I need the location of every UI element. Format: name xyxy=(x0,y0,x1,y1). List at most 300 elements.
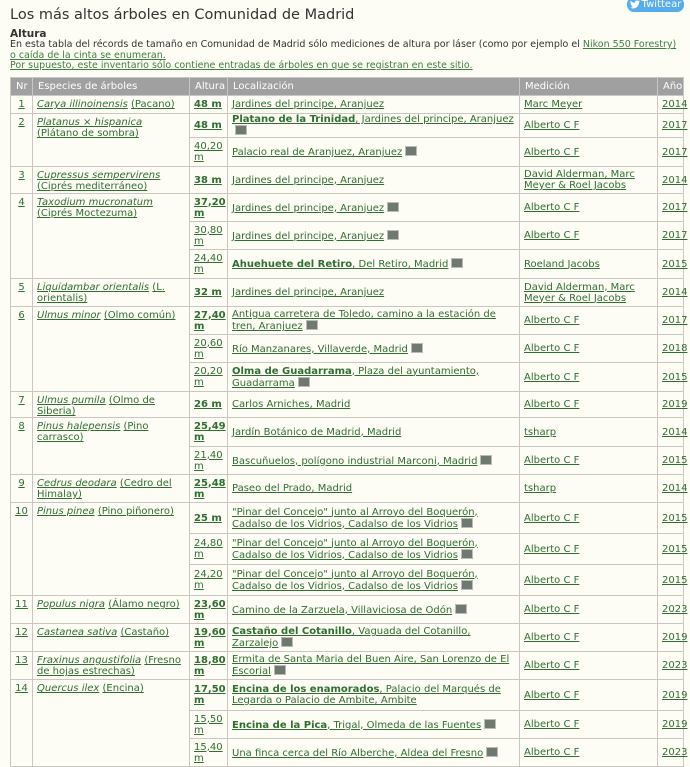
species-latin-link[interactable]: Populus nigra xyxy=(37,599,106,610)
measurer-link[interactable]: tsharp xyxy=(524,483,557,494)
measurer-link[interactable]: Alberto C F xyxy=(524,399,580,410)
cell-measurer xyxy=(520,596,658,624)
cell-location xyxy=(228,680,520,711)
cell-year xyxy=(658,565,688,596)
row-number-link[interactable]: 8 xyxy=(18,421,25,432)
species-common-name[interactable]: (Plátano de sombra) xyxy=(37,128,139,139)
row-number-link[interactable]: 14 xyxy=(15,683,28,694)
height-link[interactable]: 32 m xyxy=(194,287,222,298)
cell-height xyxy=(190,739,228,767)
cell-year xyxy=(658,222,688,250)
cell-location xyxy=(228,711,520,739)
measurer-link[interactable]: Marc Meyer xyxy=(524,99,583,110)
cell-species xyxy=(33,279,190,307)
cell-location xyxy=(228,565,520,596)
photo-icon[interactable] xyxy=(274,665,286,675)
photo-icon[interactable] xyxy=(298,377,310,387)
height-link[interactable]: 21,40 m xyxy=(194,449,223,472)
cell-species xyxy=(33,652,190,680)
tree-name-link[interactable]: Encina de los enamorados xyxy=(232,684,380,695)
table-row xyxy=(11,680,684,711)
species-common-name[interactable]: (Pacano) xyxy=(131,99,175,110)
location-link[interactable]: Una finca cerca del Río Alberche, Aldea del Fresno xyxy=(232,747,484,759)
twitter-bird-icon xyxy=(630,0,640,9)
cell-nr xyxy=(11,307,33,392)
photo-icon[interactable] xyxy=(455,604,467,614)
cell-year xyxy=(658,96,688,114)
header-height: Altura xyxy=(190,78,228,96)
cell-location xyxy=(228,363,520,392)
cell-measurer xyxy=(520,307,658,335)
species-latin-link[interactable]: Quercus ilex xyxy=(37,683,100,694)
header-species: Especies de árboles xyxy=(33,78,190,96)
cell-nr xyxy=(11,418,33,475)
height-link[interactable]: 24,40 m xyxy=(194,253,223,275)
intro-text-start: En esta tabla del récords de tamaño en Comunidad de Madrid sólo mediciones de altura por láser (como por ejemplo el xyxy=(10,39,583,50)
photo-icon[interactable] xyxy=(461,580,473,590)
cell-nr xyxy=(11,652,33,680)
cell-height xyxy=(190,138,228,167)
location-link[interactable]: Jardín Botánico de Madrid, Madrid xyxy=(232,426,402,438)
measurer-link[interactable]: Alberto C F xyxy=(524,747,580,758)
species-common-name[interactable]: (Ciprés Moctezuma) xyxy=(37,208,138,219)
cell-location xyxy=(228,335,520,363)
header-nr: Nr xyxy=(11,78,33,96)
cell-year xyxy=(658,739,688,767)
location-link[interactable]: "Pinar del Concejo" junto al Arroyo del Boquerón, Cadalso de los Vidrios, Cadalso de los Vidrios xyxy=(232,568,478,592)
cell-year xyxy=(658,335,688,363)
species-common-name[interactable]: (Cedro del Himalay) xyxy=(37,478,172,500)
location-link[interactable]: Camino de la Zarzuela, Villaviciosa de Odón xyxy=(232,604,453,616)
measurer-link[interactable]: David Alderman, Marc Meyer & Roel Jacobs xyxy=(524,169,635,191)
cell-measurer xyxy=(520,194,658,222)
height-link[interactable]: 24,20 m xyxy=(194,569,223,591)
height-link[interactable]: 26 m xyxy=(194,399,222,410)
row-number-link[interactable]: 5 xyxy=(18,282,25,293)
location-link[interactable]: Palacio real de Aranjuez, Aranjuez xyxy=(232,147,403,158)
measurer-link[interactable]: Alberto C F xyxy=(524,660,580,671)
row-number-link[interactable]: 4 xyxy=(18,197,25,208)
cell-year xyxy=(658,534,688,565)
cell-height xyxy=(190,363,228,392)
cell-year xyxy=(658,307,688,335)
location-link[interactable]: Jardines del principe, Aranjuez xyxy=(232,287,385,298)
location-link[interactable]: Río Manzanares, Villaverde, Madrid xyxy=(232,343,408,355)
species-latin-link[interactable]: Cedrus deodara xyxy=(37,478,117,489)
cell-nr xyxy=(11,96,33,114)
cell-height xyxy=(190,447,228,475)
cell-year xyxy=(658,194,688,222)
year-link[interactable]: 2015 xyxy=(662,543,688,555)
header-measurement: Medición xyxy=(520,78,658,96)
species-latin-link[interactable]: Liquidambar orientalis xyxy=(37,282,150,293)
table-row xyxy=(11,307,684,335)
species-common-name[interactable]: (Ciprés mediterráneo) xyxy=(37,181,148,192)
photo-icon[interactable] xyxy=(235,125,247,135)
cell-nr xyxy=(11,475,33,503)
photo-icon[interactable] xyxy=(461,549,473,559)
photo-icon[interactable] xyxy=(387,230,399,240)
location-link[interactable]: Bascuñuelos, polígono industrial Marconi, Madrid xyxy=(232,455,478,467)
location-link[interactable]: , Jardines del principe, Aranjuez xyxy=(355,114,514,125)
species-latin-link[interactable]: Castanea sativa xyxy=(37,627,118,638)
year-link[interactable]: 2019 xyxy=(662,719,688,730)
cell-height xyxy=(190,114,228,138)
cell-species xyxy=(33,194,190,279)
location-link[interactable]: , Vaguada del Cotanillo, Zarzalejo xyxy=(232,626,471,649)
cell-nr xyxy=(11,624,33,652)
cell-measurer xyxy=(520,652,658,680)
cell-measurer xyxy=(520,114,658,138)
cell-measurer xyxy=(520,392,658,418)
species-latin-link[interactable]: Pinus pinea xyxy=(37,506,95,517)
cell-year xyxy=(658,279,688,307)
measurer-link[interactable]: Alberto C F xyxy=(524,719,580,730)
cell-year xyxy=(658,624,688,652)
height-link[interactable]: 48 m xyxy=(194,99,222,110)
cell-location xyxy=(228,250,520,279)
height-link[interactable]: 24,80 m xyxy=(194,538,223,560)
year-link[interactable]: 2014 xyxy=(662,99,688,110)
photo-icon[interactable] xyxy=(387,202,399,212)
height-link[interactable]: 37,20 m xyxy=(194,196,226,219)
row-number-link[interactable]: 3 xyxy=(18,170,25,181)
year-link[interactable]: 2014 xyxy=(662,426,688,438)
species-latin-link[interactable]: Cupressus sempervirens xyxy=(37,170,161,181)
row-number-link[interactable]: 9 xyxy=(18,478,25,489)
species-common-name[interactable]: (Pino carrasco) xyxy=(37,421,149,443)
cell-year xyxy=(658,680,688,711)
height-link[interactable]: 17,50 m xyxy=(194,684,226,706)
cell-year xyxy=(658,652,688,680)
species-common-name[interactable]: (Castaño) xyxy=(120,627,170,638)
cell-nr xyxy=(11,680,33,767)
nikon-link[interactable]: Nikon 550 Forestry) o caída de la cinta se enumeran. xyxy=(10,39,677,61)
year-link[interactable]: 2017 xyxy=(662,230,688,241)
cell-measurer xyxy=(520,475,658,503)
cell-year xyxy=(658,503,688,534)
cell-height xyxy=(190,565,228,596)
cell-species xyxy=(33,418,190,475)
photo-icon[interactable] xyxy=(461,518,473,528)
location-link[interactable]: "Pinar del Concejo" junto al Arroyo del Boquerón, Cadalso de los Vidrios, Cadalso de los Vidrios xyxy=(232,506,478,530)
year-link[interactable]: 2019 xyxy=(662,399,688,410)
cell-location xyxy=(228,114,520,138)
cell-year xyxy=(658,596,688,624)
cell-location xyxy=(228,624,520,652)
cell-species xyxy=(33,503,190,596)
table-header xyxy=(11,78,684,96)
year-link[interactable]: 2023 xyxy=(662,660,688,671)
location-link[interactable]: Ermita de Santa Maria del Buen Aire, San Lorenzo de El Escorial xyxy=(232,654,510,677)
measurer-link[interactable]: Alberto C F xyxy=(524,120,580,131)
photo-icon[interactable] xyxy=(480,455,492,465)
cell-location xyxy=(228,167,520,194)
cell-measurer xyxy=(520,680,658,711)
species-common-name[interactable]: (Olmo común) xyxy=(103,310,176,321)
cell-location xyxy=(228,194,520,222)
cell-nr xyxy=(11,503,33,596)
measurer-link[interactable]: Alberto C F xyxy=(524,689,580,701)
species-latin-link[interactable]: Ulmus pumila xyxy=(37,395,106,406)
header-year: Año xyxy=(658,78,684,96)
tree-name-link[interactable]: Olma de Guadarrama xyxy=(232,365,352,377)
cell-location xyxy=(228,307,520,335)
photo-icon[interactable] xyxy=(281,637,293,647)
measurer-link[interactable]: Alberto C F xyxy=(524,512,580,524)
height-link[interactable]: 15,40 m xyxy=(194,741,223,764)
height-link[interactable]: 23,60 m xyxy=(194,598,226,621)
cell-measurer xyxy=(520,503,658,534)
year-link[interactable]: 2019 xyxy=(662,632,688,643)
species-common-name[interactable]: (Encina) xyxy=(102,683,144,694)
location-link[interactable]: Jardines del principe, Aranjuez xyxy=(232,99,385,110)
species-common-name[interactable]: (L. orientalis) xyxy=(37,282,165,304)
location-link[interactable]: Jardines del principe, Aranjuez xyxy=(232,202,385,214)
cell-location xyxy=(228,447,520,475)
tree-name-link[interactable]: Encina de la Pica xyxy=(232,719,328,731)
species-latin-link[interactable]: Platanus × hispanica xyxy=(37,117,143,128)
cell-height xyxy=(190,250,228,279)
cell-measurer xyxy=(520,250,658,279)
table-row xyxy=(11,392,684,418)
cell-nr xyxy=(11,596,33,624)
cell-species xyxy=(33,96,190,114)
row-number-link[interactable]: 10 xyxy=(15,506,28,517)
cell-location xyxy=(228,138,520,167)
cell-year xyxy=(658,250,688,279)
records-table xyxy=(10,77,688,767)
location-link[interactable]: Carlos Arniches, Madrid xyxy=(232,399,351,410)
cell-measurer xyxy=(520,335,658,363)
row-number-link[interactable]: 2 xyxy=(18,117,25,128)
measurer-link[interactable]: Alberto C F xyxy=(524,230,580,241)
cell-height xyxy=(190,652,228,680)
cell-measurer xyxy=(520,279,658,307)
year-link[interactable]: 2015 xyxy=(662,371,688,383)
year-link[interactable]: 2019 xyxy=(662,689,688,701)
species-latin-link[interactable]: Carya illinoinensis xyxy=(37,99,128,110)
cell-height xyxy=(190,475,228,503)
measurer-link[interactable]: Alberto C F xyxy=(524,343,580,354)
species-common-name[interactable]: (Álamo negro) xyxy=(108,599,180,610)
location-link[interactable]: Antigua carretera de Toledo, camino a la estación de tren, Aranjuez xyxy=(232,309,496,332)
cell-species xyxy=(33,475,190,503)
location-link[interactable]: , Trigal, Olmeda de las Fuentes xyxy=(327,719,482,731)
measurer-link[interactable]: Alberto C F xyxy=(524,574,580,586)
height-link[interactable]: 30,80 m xyxy=(194,224,223,247)
table-row xyxy=(11,418,684,447)
cell-year xyxy=(658,392,688,418)
cell-species xyxy=(33,392,190,418)
section-subtitle: Altura xyxy=(10,28,47,40)
species-common-name[interactable]: (Pino piñonero) xyxy=(97,506,174,517)
cell-location xyxy=(228,534,520,565)
year-link[interactable]: 2017 xyxy=(662,202,688,213)
species-common-name[interactable]: (Olmo de Siberia) xyxy=(37,395,155,417)
cell-year xyxy=(658,138,688,167)
year-link[interactable]: 2014 xyxy=(662,483,688,494)
table-row xyxy=(11,279,684,307)
row-number-link[interactable]: 7 xyxy=(18,395,25,406)
height-link[interactable]: 20,20 m xyxy=(194,366,223,388)
year-link[interactable]: 2017 xyxy=(662,315,688,326)
height-link[interactable]: 27,40 m xyxy=(194,309,226,332)
cell-measurer xyxy=(520,447,658,475)
height-link[interactable]: 48 m xyxy=(194,120,222,131)
cell-species xyxy=(33,624,190,652)
cell-height xyxy=(190,534,228,565)
location-link[interactable]: , Plaza del ayuntamiento, Guadarrama xyxy=(232,365,480,389)
measurer-link[interactable]: Alberto C F xyxy=(524,371,580,383)
cell-height xyxy=(190,418,228,447)
tree-name-link[interactable]: Ahuehuete del Retiro xyxy=(232,259,353,270)
cell-measurer xyxy=(520,167,658,194)
species-latin-link[interactable]: Fraxinus angustifolia xyxy=(37,655,142,666)
cell-location xyxy=(228,222,520,250)
intro-text xyxy=(10,40,680,72)
year-link[interactable]: 2014 xyxy=(662,287,688,298)
measurer-link[interactable]: Alberto C F xyxy=(524,604,580,615)
cell-height xyxy=(190,711,228,739)
year-link[interactable]: 2014 xyxy=(662,174,688,186)
table-row xyxy=(11,624,684,652)
cell-location xyxy=(228,503,520,534)
location-link[interactable]: Jardines del principe, Aranjuez xyxy=(232,174,385,186)
year-link[interactable]: 2018 xyxy=(662,343,688,354)
year-link[interactable]: 2015 xyxy=(662,455,688,466)
cell-height xyxy=(190,307,228,335)
table-row xyxy=(11,194,684,222)
cell-year xyxy=(658,447,688,475)
cell-measurer xyxy=(520,363,658,392)
year-link[interactable]: 2023 xyxy=(662,604,688,615)
cell-nr xyxy=(11,167,33,194)
measurer-link[interactable]: Alberto C F xyxy=(524,202,580,213)
cell-nr xyxy=(11,114,33,167)
inventory-note-link[interactable]: Por supuesto, este inventario sólo contiene entradas de árboles en que se registran en este sitio. xyxy=(10,60,473,71)
twitter-button[interactable] xyxy=(627,0,684,12)
cell-measurer xyxy=(520,418,658,447)
cell-nr xyxy=(11,279,33,307)
year-link[interactable]: 2015 xyxy=(662,574,688,586)
tree-name-link[interactable]: Castaño del Cotanillo xyxy=(232,626,352,637)
row-number-link[interactable]: 6 xyxy=(18,310,25,321)
cell-year xyxy=(658,418,688,447)
cell-species xyxy=(33,167,190,194)
row-number-link[interactable]: 1 xyxy=(18,99,25,110)
cell-location xyxy=(228,475,520,503)
row-number-link[interactable]: 13 xyxy=(15,655,28,666)
cell-location xyxy=(228,596,520,624)
cell-location xyxy=(228,392,520,418)
measurer-link[interactable]: tsharp xyxy=(524,426,557,438)
species-latin-link[interactable]: Taxodium mucronatum xyxy=(37,197,153,208)
table-row xyxy=(11,114,684,138)
row-number-link[interactable]: 12 xyxy=(15,627,28,638)
cell-year xyxy=(658,114,688,138)
photo-icon[interactable] xyxy=(306,320,318,330)
species-latin-link[interactable]: Pinus halepensis xyxy=(37,421,121,432)
cell-species xyxy=(33,680,190,767)
location-link[interactable]: Jardines del principe, Aranjuez xyxy=(232,230,385,242)
table-row xyxy=(11,475,684,503)
photo-icon[interactable] xyxy=(411,343,423,353)
year-link[interactable]: 2023 xyxy=(662,747,688,758)
location-link[interactable]: , Del Retiro, Madrid xyxy=(352,259,449,270)
cell-nr xyxy=(11,392,33,418)
cell-location xyxy=(228,279,520,307)
location-link[interactable]: Paseo del Prado, Madrid xyxy=(232,483,353,494)
tree-name-link[interactable]: Platano de la Trinidad xyxy=(232,114,356,125)
year-link[interactable]: 2017 xyxy=(662,120,688,131)
cell-year xyxy=(658,711,688,739)
cell-year xyxy=(658,363,688,392)
cell-height xyxy=(190,167,228,194)
height-link[interactable]: 40,20 m xyxy=(194,141,223,163)
photo-icon[interactable] xyxy=(451,258,463,268)
row-number-link[interactable]: 11 xyxy=(15,599,28,610)
cell-year xyxy=(658,167,688,194)
measurer-link[interactable]: Alberto C F xyxy=(524,146,580,158)
year-link[interactable]: 2015 xyxy=(662,258,688,270)
photo-icon[interactable] xyxy=(405,146,417,156)
species-common-name[interactable]: (Fresno de hojas estrechas) xyxy=(37,655,181,677)
height-link[interactable]: 25,48 m xyxy=(194,477,226,500)
cell-height xyxy=(190,335,228,363)
measurer-link[interactable]: Roeland Jacobs xyxy=(524,258,600,270)
cell-year xyxy=(658,475,688,503)
cell-height xyxy=(190,680,228,711)
photo-icon[interactable] xyxy=(486,747,498,757)
measurer-link[interactable]: Alberto C F xyxy=(524,543,580,555)
height-link[interactable]: 18,80 m xyxy=(194,654,226,677)
species-latin-link[interactable]: Ulmus minor xyxy=(37,310,101,321)
cell-measurer xyxy=(520,565,658,596)
table-row xyxy=(11,96,684,114)
table-row xyxy=(11,167,684,194)
measurer-link[interactable]: Alberto C F xyxy=(524,455,580,466)
height-link[interactable]: 25 m xyxy=(194,512,222,524)
height-link[interactable]: 38 m xyxy=(194,174,222,186)
cell-measurer xyxy=(520,624,658,652)
cell-height xyxy=(190,194,228,222)
cell-height xyxy=(190,503,228,534)
height-link[interactable]: 20,60 m xyxy=(194,337,223,360)
cell-measurer xyxy=(520,534,658,565)
year-link[interactable]: 2017 xyxy=(662,146,688,158)
measurer-link[interactable]: Alberto C F xyxy=(524,315,580,326)
height-link[interactable]: 15,50 m xyxy=(194,713,223,736)
table-row xyxy=(11,596,684,624)
cell-location xyxy=(228,96,520,114)
height-link[interactable]: 19,60 m xyxy=(194,626,226,649)
location-link[interactable]: "Pinar del Concejo" junto al Arroyo del Boquerón, Cadalso de los Vidrios, Cadalso de los Vidrios xyxy=(232,537,478,561)
year-link[interactable]: 2015 xyxy=(662,512,688,524)
photo-icon[interactable] xyxy=(484,719,496,729)
location-link[interactable]: , Palacio del Marqués de Legarda o Palacio de Ambite, Ambite xyxy=(232,684,501,706)
measurer-link[interactable]: David Alderman, Marc Meyer & Roel Jacobs xyxy=(524,281,635,304)
table-row xyxy=(11,652,684,680)
twitter-label: Twittear xyxy=(641,0,682,10)
cell-height xyxy=(190,279,228,307)
measurer-link[interactable]: Alberto C F xyxy=(524,632,580,643)
cell-nr xyxy=(11,194,33,279)
cell-measurer xyxy=(520,222,658,250)
height-link[interactable]: 25,49 m xyxy=(194,421,226,443)
cell-location xyxy=(228,418,520,447)
table-row xyxy=(11,503,684,534)
